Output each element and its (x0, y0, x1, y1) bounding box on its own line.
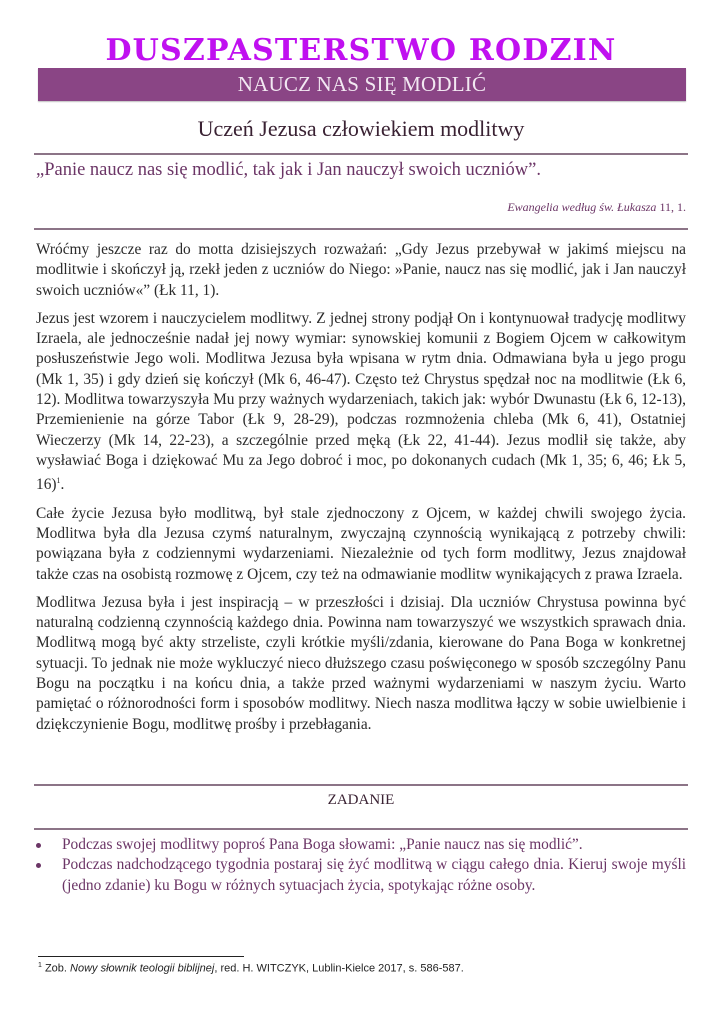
task-item (36, 835, 686, 855)
section-band (38, 68, 686, 101)
task-text: Podczas swojej modlitwy poproś Pana Boga słowami: „Panie naucz nas się modlić”. (62, 836, 583, 853)
bullet-icon (36, 863, 41, 868)
divider (34, 828, 688, 830)
paragraph: Wróćmy jeszcze raz do motta dzisiejszych rozważań: „Gdy Jezus przebywał w jakimś miejscu na modlitwie i skończył ją, rzekł jeden z uczniów do Niego: »Panie, naucz nas się modlić, jak i Jan nauczył swoich uczniów«” (Łk 11, 1). (36, 241, 686, 299)
article-body (36, 240, 686, 743)
bullet-icon (36, 843, 41, 848)
paragraph-end: . (60, 476, 65, 494)
footnote-separator (38, 956, 244, 957)
footnote-book-title: Nowy słownik teologii biblijnej (70, 962, 215, 975)
footnote-mark: 1 (38, 962, 42, 969)
paragraph (36, 309, 686, 496)
footnote-prefix: Zob. (41, 962, 71, 975)
footnote-ref[interactable]: 1 (56, 476, 61, 486)
footnote (38, 962, 688, 975)
divider (34, 228, 688, 230)
task-item (36, 855, 686, 896)
divider (34, 784, 688, 786)
brand-title: DUSZPASTERSTWO RODZIN (105, 33, 617, 68)
task-text: Podczas nadchodzącego tygodnia postaraj się żyć modlitwą w ciągu całego dnia. Kieruj swoje myśli (jedno zdanie) ku Bogu w różnych sytuacjach życia, spotykając różne osoby. (62, 856, 686, 894)
source-ref: 11, 1. (656, 200, 686, 214)
source-book: Ewangelia według św. Łukasza (507, 200, 657, 214)
page-title: Uczeń Jezusa człowiekiem modlitwy (197, 116, 525, 141)
paragraph: Całe życie Jezusa było modlitwą, był stale zjednoczony z Ojcem, w każdej chwili swojego życia. Modlitwa była dla Jezusa czymś naturalnym, zwyczajną czynnością wynikającą z potrzeby chwili: powiązana była z codziennymi wydarzeniami. Niezależnie od tych form modlitwy, Jezus znajdował także czas na osobistą rozmowę z Ojcem, czy też na odmawianie modlitw wynikających z prawa Izraela. (36, 504, 686, 583)
motto-quote: „Panie naucz nas się modlić, tak jak i Jan nauczył swoich uczniów”. (36, 160, 541, 180)
task-heading: ZADANIE (327, 792, 395, 808)
band-title: NAUCZ NAS SIĘ MODLIĆ (237, 72, 487, 96)
divider (34, 153, 688, 155)
task-list (36, 835, 686, 896)
footnote-rest: , red. H. WITCZYK, Lublin-Kielce 2017, s. 586-587. (214, 962, 464, 975)
paragraph-text: Jezus jest wzorem i nauczycielem modlitwy. Z jednej strony podjął On i kontynuował tradycję modlitwy Izraela, ale jednocześnie nadał jej nowy wymiar: synowskiej komunii z Bogiem Ojcem w całkowitym posłuszeństwie Jego woli. Modlitwa Jezusa była wpisana w rytm dnia. Odmawiana była u jego progu (Mk 1, 35) i gdy dzień się kończył (Mk 6, 46-47). Często też Chrystus spędzał noc na modlitwie (Łk 6, 12). Modlitwa towarzyszyła Mu przy ważnych wydarzeniach, takich jak: wybór Dwunastu (Łk 6, 12-13), Przemienienie na górze Tabor (Łk 9, 28-29), podczas rozmnożenia chleba (Mk 6, 41), Ostatniej Wieczerzy (Mk 14, 22-23), a szczególnie przed męką (Łk 22, 41-44). Jezus modlił się także, aby wysławiać Boga i dziękować Mu za Jego dobroć i moc, po dokonanych cudach (Mk 1, 35; 6, 46; Łk 5, 16) (36, 309, 686, 494)
motto-source (507, 200, 686, 215)
paragraph: Modlitwa Jezusa była i jest inspiracją – w przeszłości i dzisiaj. Dla uczniów Chrystusa powinna być naturalną codzienną czynnością każdego dnia. Powinna nam towarzyszyć we wszystkich sprawach dnia. Modlitwą mogą być akty strzeliste, czyli krótkie myśli/zdania, kierowane do Pana Boga w konkretnej sytuacji. To jednak nie może wykluczyć nieco dłuższego czasu poświęconego w sposób szczególny Panu Bogu na początku i na końcu dnia, a także przed ważnymi wydarzeniami w naszym życiu. Warto pamiętać o różnorodności form i sposobów modlitwy. Niech nasza modlitwa łączy w sobie uwielbienie i dziękczynienie Bogu, modlitwę prośby i przebłagania. (36, 593, 686, 733)
